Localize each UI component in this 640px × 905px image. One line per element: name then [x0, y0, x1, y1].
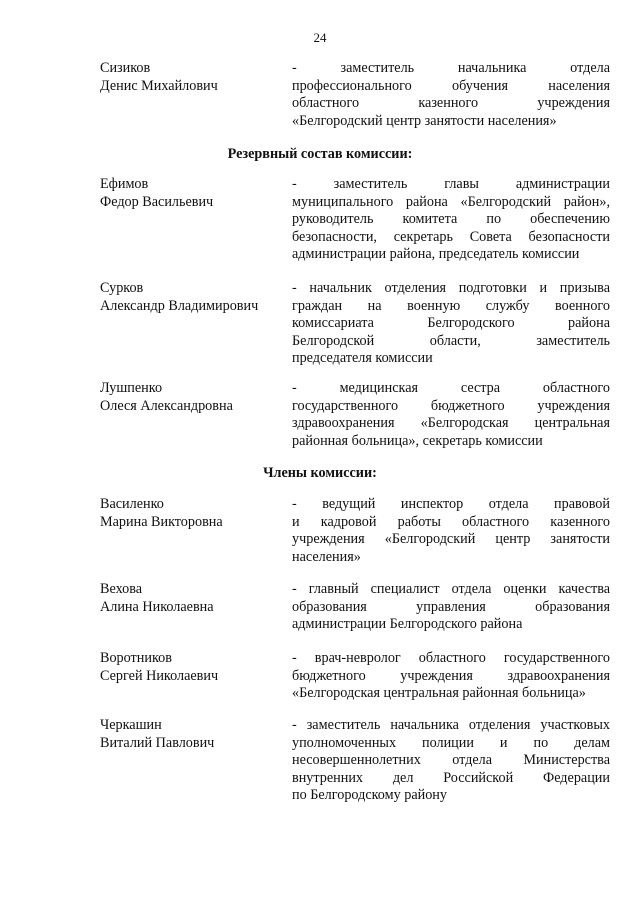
person-role: [292, 176, 610, 264]
person-role: [292, 496, 610, 566]
person-name: [100, 60, 280, 95]
person-role: [292, 380, 610, 450]
role-line: администрации района, председатель комиссии: [292, 246, 580, 263]
role-line: - заместитель начальника отдела: [292, 60, 610, 76]
person-surname: Вехова: [100, 581, 143, 597]
person-name: [100, 176, 280, 211]
role-line: - медицинская сестра областного: [292, 380, 610, 396]
role-line: бюджетного учреждения здравоохранения: [292, 667, 610, 684]
person-name: [100, 650, 280, 685]
person-given-name: Марина Викторовна: [100, 513, 223, 530]
role-line: безопасности, секретарь Совета безопасности: [292, 228, 610, 245]
role-line: муниципального района «Белгородский район»,: [292, 193, 610, 210]
role-line: областного казенного учреждения: [292, 95, 610, 112]
role-line: внутренних дел Российской Федерации: [292, 769, 610, 786]
person-name: [100, 581, 280, 616]
person-surname: Ефимов: [100, 176, 149, 192]
person-given-name: Федор Васильевич: [100, 193, 214, 210]
role-line: учреждения «Белгородский центр занятости: [292, 531, 610, 548]
role-line: здравоохранения «Белгородская центральная: [292, 415, 610, 432]
role-line: - заместитель главы администрации: [292, 176, 610, 192]
person-given-name: Денис Михайлович: [100, 77, 218, 94]
person-surname: Сизиков: [100, 60, 151, 76]
role-line: уполномоченных полиции и по делам: [292, 734, 610, 751]
person-role: [292, 280, 610, 368]
person-name: [100, 280, 280, 315]
person-role: [292, 60, 610, 130]
person-role: [292, 650, 610, 703]
role-line: государственного бюджетного учреждения: [292, 397, 610, 414]
person-given-name: Виталий Павлович: [100, 734, 215, 751]
person-surname: Воротников: [100, 650, 172, 666]
role-line: руководитель комитета по обеспечению: [292, 211, 610, 228]
person-given-name: Алина Николаевна: [100, 598, 214, 615]
role-line: - заместитель начальника отделения участковых: [292, 717, 610, 733]
person-name: [100, 380, 280, 415]
role-line: населения»: [292, 548, 361, 565]
role-line: Белгородской области, заместитель: [292, 332, 610, 349]
role-line: - начальник отделения подготовки и призыва: [292, 280, 610, 296]
person-given-name: Александр Владимирович: [100, 297, 259, 314]
role-line: по Белгородскому району: [292, 787, 447, 804]
person-surname: Черкашин: [100, 717, 162, 733]
person-given-name: Олеся Александровна: [100, 397, 233, 414]
page-number: 24: [313, 30, 327, 45]
role-line: профессионального обучения населения: [292, 77, 610, 94]
role-line: - главный специалист отдела оценки качества: [292, 581, 610, 597]
person-name: [100, 496, 280, 531]
role-line: «Белгородский центр занятости населения»: [292, 112, 557, 129]
role-line: и кадровой работы областного казенного: [292, 513, 610, 530]
reserve-section-title: Резервный состав комиссии:: [227, 146, 413, 162]
role-line: граждан на военную службу военного: [292, 297, 610, 314]
role-line: председателя комиссии: [292, 350, 433, 367]
role-line: несовершеннолетних отдела Министерства: [292, 752, 610, 769]
role-line: образования управления образования: [292, 598, 610, 615]
person-role: [292, 717, 610, 805]
role-line: «Белгородская центральная районная больница»: [292, 685, 586, 702]
person-name: [100, 717, 280, 752]
role-line: администрации Белгородского района: [292, 616, 523, 633]
person-role: [292, 581, 610, 634]
members-section-title: Члены комиссии:: [263, 465, 377, 481]
person-surname: Василенко: [100, 496, 164, 512]
role-line: - врач-невролог областного государственного: [292, 650, 610, 666]
person-given-name: Сергей Николаевич: [100, 667, 219, 684]
role-line: комиссариата Белгородского района: [292, 315, 610, 332]
role-line: - ведущий инспектор отдела правовой: [292, 496, 610, 512]
person-surname: Сурков: [100, 280, 144, 296]
person-surname: Лушпенко: [100, 380, 163, 396]
role-line: районная больница», секретарь комиссии: [292, 432, 543, 449]
